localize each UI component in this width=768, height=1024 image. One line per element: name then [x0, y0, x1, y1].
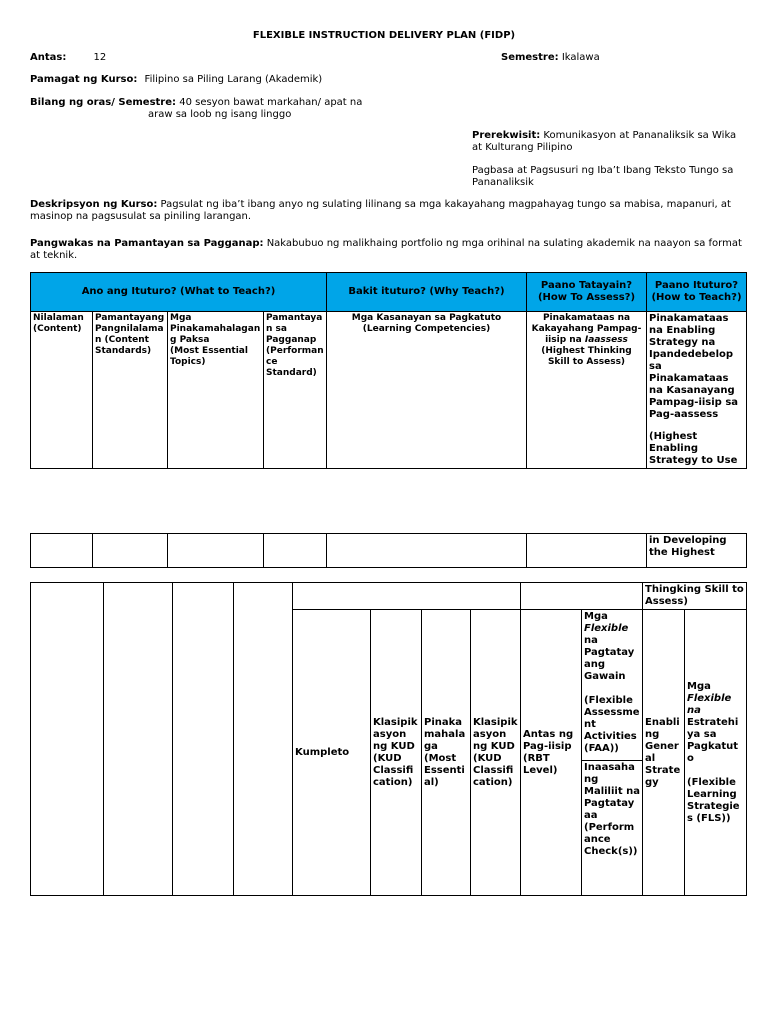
deskripsyon-value-2: masinop na pagsusulat sa piniling larangan. [30, 211, 252, 222]
col-faa-mga: Mga [584, 611, 608, 622]
pamagat-value: Filipino sa Piling Larang (Akademik) [144, 74, 323, 85]
empty-cell [31, 583, 104, 896]
semestre-value: Ikalawa [561, 52, 600, 63]
col-kud-classification-2: Klasipikasyon ng KUD (KUD Classification) [471, 610, 521, 896]
col-highest-enabling-strategy [647, 312, 747, 469]
col-faa-en: (Flexible Assessment Activities (FAA)) [584, 695, 640, 754]
empty-cell [93, 534, 168, 568]
prerekwisit-label: Prerekwisit: [472, 130, 541, 141]
pangwakas-label: Pangwakas na Pamantayan sa Pagganap: [30, 238, 264, 249]
enabling-strategy-continued: in Developing the Highest [647, 534, 747, 568]
col-kud-classification-1: Klasipikasyon ng KUD (KUD Classification) [371, 610, 422, 896]
col-enabling-general-strategy: Enabling General Strategy [643, 610, 685, 896]
col-fls [685, 610, 747, 896]
col-enabling-strategy-label: Pinakamataas na Enabling Strategy na Ipandedebelop sa Pinakamataas na Kasanayang Pampag-iisip sa Pag-aassess [649, 313, 739, 420]
col-fls-na: na [687, 704, 701, 716]
fidp-table-detail [30, 582, 747, 896]
prerekwisit-value-2: at Kulturang Pilipino [472, 142, 573, 153]
empty-cell [527, 534, 647, 568]
header-how-to-assess: Paano Tatayain? (How To Assess?) [527, 273, 647, 312]
empty-cell [521, 583, 643, 610]
col-faa [582, 610, 642, 761]
deskripsyon-label: Deskripsyon ng Kurso: [30, 199, 158, 210]
fidp-table-main [30, 272, 747, 469]
empty-cell [327, 534, 527, 568]
col-antas-ng-pag-iisip: Antas ng Pag-iisip (RBT Level) [521, 610, 582, 896]
col-fls-label: Estratehiya sa Pagkatuto [687, 716, 739, 764]
pangwakas-value-2: at teknik. [30, 250, 78, 261]
prerekwisit-value-1: Komunikasyon at Pananaliksik sa Wika [543, 130, 737, 141]
pangwakas-value-1: Nakabubuo ng malikhaing portfolio ng mga orihinal na sulating akademik na naayon sa format [266, 238, 742, 249]
semestre-label: Semestre: [501, 52, 559, 63]
empty-cell [104, 583, 173, 896]
col-highest-thinking-skill [527, 312, 647, 469]
col-pinakamahalaga: Pinakamahalaga (Most Essential) [422, 610, 471, 896]
col-fls-mga: Mga [687, 680, 711, 692]
col-iaassess: Iaassess [584, 335, 628, 345]
col-enabling-strategy-en: (Highest Enabling Strategy to Use [649, 431, 738, 466]
col-fls-flexible: Flexible [687, 692, 732, 704]
col-highest-thinking-skill-en: (Highest Thinking Skill to Assess) [541, 346, 632, 367]
header-how-to-teach: Paano Ituturo? (How to Teach?) [647, 273, 747, 312]
oras-value-1: 40 sesyon bawat markahan/ apat na [179, 97, 363, 108]
prerekwisit-value-4: Pananaliksik [472, 177, 534, 188]
oras-label: Bilang ng oras/ Semestre: [30, 97, 177, 108]
col-faa-performance-check [582, 610, 643, 896]
col-most-essential-topics: (Most Essential Topics) [170, 346, 248, 367]
col-kasanayan-sa-pagkatuto: Mga Kasanayan sa Pagkatuto (Learning Competencies) [327, 312, 527, 469]
deskripsyon-value-1: Pagsulat ng iba’t ibang anyo ng sulating lilinang sa mga kakayahang magpahayag tungo sa mabisa, mapanuri, at [160, 199, 731, 210]
col-faa-flexible: Flexible [584, 623, 629, 634]
col-faa-label: na Pagtatayang Gawain [584, 635, 635, 682]
antas-value: 12 [93, 52, 107, 63]
fidp-table-continuation [30, 533, 747, 568]
col-performance-check: Inaasahang Maliliit na Pagtatayaa (Performance Check(s)) [584, 762, 640, 857]
empty-cell [264, 534, 327, 568]
empty-cell [293, 583, 521, 610]
col-pamantayan-sa-pagganap: Pamantayan sa Pagganap (Performance Standard) [264, 312, 327, 469]
empty-cell [234, 583, 293, 896]
document-title: FLEXIBLE INSTRUCTION DELIVERY PLAN (FIDP) [252, 30, 516, 41]
header-what-to-teach: Ano ang Ituturo? (What to Teach?) [31, 273, 327, 312]
thinking-skill-continued: Thingking Skill to Assess) [643, 583, 747, 610]
empty-cell [168, 534, 264, 568]
empty-cell [31, 534, 93, 568]
empty-cell [173, 583, 234, 896]
col-pamantayang-pangnilalaman: Pamantayang Pangnilalaman (Content Standards) [93, 312, 168, 469]
col-pinakamahalagang-paksa-label: Mga Pinakamahalagang Paksa [170, 313, 261, 345]
oras-value-2: araw sa loob ng isang linggo [148, 109, 292, 120]
pamagat-label: Pamagat ng Kurso: [30, 74, 138, 85]
col-fls-en: (Flexible Learning Strategies (FLS)) [687, 776, 740, 824]
col-nilalaman: Nilalaman (Content) [31, 312, 93, 469]
header-why-teach: Bakit ituturo? (Why Teach?) [327, 273, 527, 312]
antas-label: Antas: [30, 52, 67, 63]
col-pinakamahalagang-paksa [168, 312, 264, 469]
col-highest-thinking-skill-label: Pinakamataas na Kakayahang Pampag-iisip na [531, 313, 642, 345]
col-kumpleto: Kumpleto [293, 610, 371, 896]
prerekwisit-value-3: Pagbasa at Pagsusuri ng Iba’t Ibang Teksto Tungo sa [472, 165, 734, 176]
